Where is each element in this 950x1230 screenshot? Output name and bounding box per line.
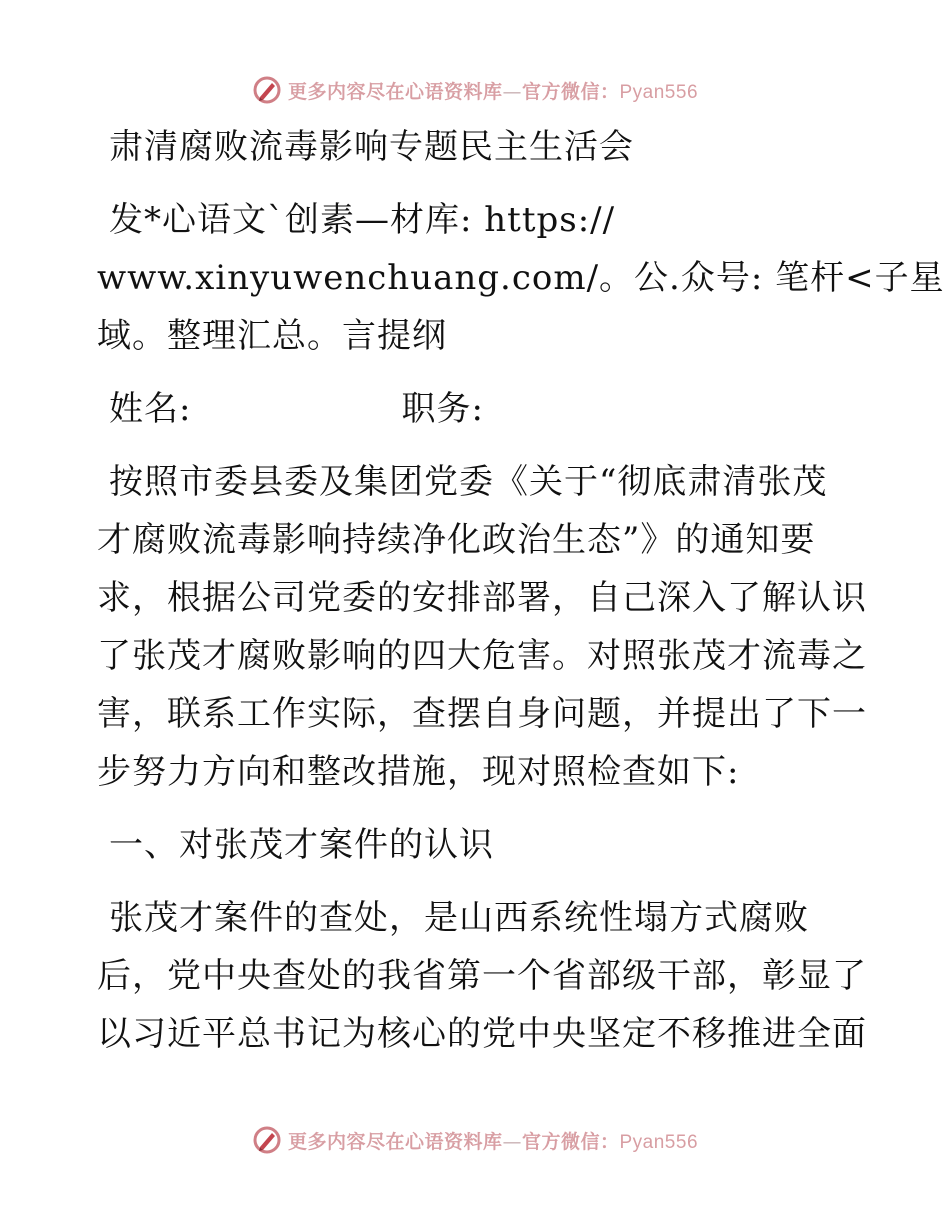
name-label: 姓名:: [109, 389, 192, 429]
watermark-contact-label: 官方微信：: [521, 1130, 620, 1153]
watermark-top: [0, 70, 950, 110]
intro-paragraph: [97, 453, 867, 801]
paragraph-line: 后，党中央查处的我省第一个省部级干部，彰显了: [97, 956, 867, 996]
paragraph-line: 才腐败流毒影响持续净化政治生态”》的通知要: [97, 520, 816, 560]
body-paragraph: [97, 889, 867, 1063]
source-line: www.xinyuwenchuang.com/。公.众号: 笔杆<子星: [97, 258, 945, 298]
paragraph-line: 了张茂才腐败影响的四大危害。对照张茂才流毒之: [97, 636, 867, 676]
watermark-separator: —: [502, 1130, 522, 1153]
paragraph-line: 张茂才案件的查处，是山西系统性塌方式腐败: [109, 898, 809, 938]
watermark-bottom: [0, 1120, 950, 1160]
paragraph-line: 求，根据公司党委的安排部署，自己深入了解认识: [97, 578, 867, 618]
watermark-main-text: 更多内容尽在心语资料库: [287, 80, 503, 103]
watermark-separator: —: [502, 80, 522, 103]
pen-logo-icon: [252, 1125, 282, 1155]
watermark-main-text: 更多内容尽在心语资料库: [287, 1130, 503, 1153]
pen-logo-icon: [252, 75, 282, 105]
section-heading: 一、对张茂才案件的认识: [109, 825, 494, 865]
document-title: 肃清腐败流毒影响专题民主生活会: [109, 127, 634, 167]
watermark-wechat-id: Pyan556: [619, 1131, 699, 1153]
paragraph-line: 以习近平总书记为核心的党中央坚定不移推进全面: [97, 1014, 867, 1054]
watermark-contact-label: 官方微信：: [521, 80, 620, 103]
document-body: [97, 118, 945, 1078]
name-position-row: [97, 380, 857, 438]
position-label: 职务:: [401, 389, 484, 429]
paragraph-line: 步努力方向和整改措施，现对照检查如下:: [97, 752, 740, 792]
source-line: 域。整理汇总。言提纲: [97, 316, 447, 356]
source-note: [97, 191, 945, 365]
paragraph-line: 害，联系工作实际，查摆自身问题，并提出了下一: [97, 694, 867, 734]
source-line: 发*心语文`创素—材库: https://: [109, 200, 616, 240]
paragraph-line: 按照市委县委及集团党委《关于“彻底肃清张茂: [109, 462, 828, 502]
watermark-wechat-id: Pyan556: [619, 81, 699, 103]
